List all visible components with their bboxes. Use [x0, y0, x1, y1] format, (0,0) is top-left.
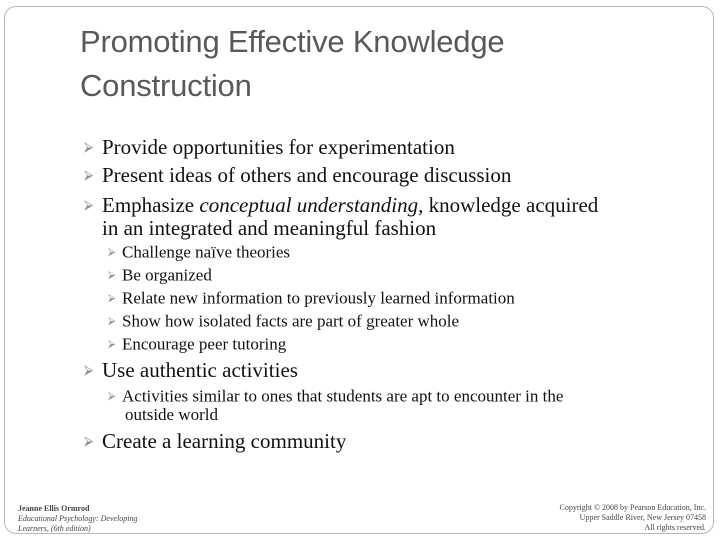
sub-bullet-text: Be organized — [122, 265, 212, 285]
bullet-text-post: knowledge acquired — [423, 193, 599, 217]
sub-bullet-item — [108, 242, 290, 262]
bullet-arrow-icon: ⮚ — [108, 315, 116, 327]
bullet-arrow-icon: ⮚ — [84, 434, 94, 450]
bullet-item — [84, 136, 455, 159]
bullet-arrow-icon: ⮚ — [108, 292, 116, 304]
sub-bullet-text: Activities similar to ones that students are apt to encounter in the — [122, 386, 564, 406]
copyright-line-2: Upper Saddle River, New Jersey 07458 — [579, 513, 706, 522]
sub-bullet-item — [108, 265, 212, 285]
bullet-text: Present ideas of others and encourage discussion — [102, 163, 512, 187]
bullet-item — [84, 359, 298, 382]
sub-bullet-item — [108, 311, 459, 331]
bullet-text-emphasis: conceptual understanding, — [199, 193, 424, 217]
bullet-arrow-icon: ⮚ — [108, 338, 116, 350]
bullet-text: Use authentic activities — [102, 358, 298, 382]
sub-bullet-text: Show how isolated facts are part of greater whole — [122, 311, 460, 331]
copyright-line-1: Copyright © 2008 by Pearson Education, Inc. — [559, 503, 706, 512]
copyright-line-3: All rights reserved. — [644, 523, 706, 532]
footer-book-line-2: Learners, (6th edition) — [18, 524, 91, 533]
footer-copyright — [466, 503, 706, 533]
bullet-arrow-icon: ⮚ — [84, 363, 94, 379]
slide-title — [80, 20, 680, 108]
sub-bullet-item — [108, 386, 563, 406]
bullet-arrow-icon: ⮚ — [84, 168, 94, 184]
sub-bullet-text: Encourage peer tutoring — [122, 334, 287, 354]
title-line-1: Promoting Effective Knowledge — [80, 24, 505, 59]
bullet-item — [84, 194, 598, 217]
bullet-item — [84, 164, 511, 187]
sub-bullet-item — [108, 334, 286, 354]
sub-bullet-item — [108, 288, 515, 308]
bullet-text: Provide opportunities for experimentation — [102, 135, 455, 159]
bullet-arrow-icon: ⮚ — [108, 269, 116, 281]
footer-author: Jeanne Ellis Ormrod — [18, 504, 90, 513]
sub-bullet-text: Challenge naïve theories — [122, 242, 291, 262]
footer-book-line-1: Educational Psychology: Developing — [18, 514, 138, 523]
sub-bullet-continuation: outside world — [125, 405, 219, 424]
bullet-continuation: in an integrated and meaningful fashion — [102, 216, 437, 240]
footer-citation — [18, 503, 218, 534]
bullet-text: Create a learning community — [102, 429, 347, 453]
title-line-2: Construction — [80, 68, 252, 103]
bullet-arrow-icon: ⮚ — [84, 198, 94, 214]
bullet-arrow-icon: ⮚ — [108, 246, 116, 258]
sub-bullet-text: Relate new information to previously learned information — [122, 288, 515, 308]
bullet-arrow-icon: ⮚ — [108, 390, 116, 402]
bullet-text-pre: Emphasize — [102, 193, 200, 217]
bullet-item — [84, 430, 346, 453]
bullet-arrow-icon: ⮚ — [84, 140, 94, 156]
